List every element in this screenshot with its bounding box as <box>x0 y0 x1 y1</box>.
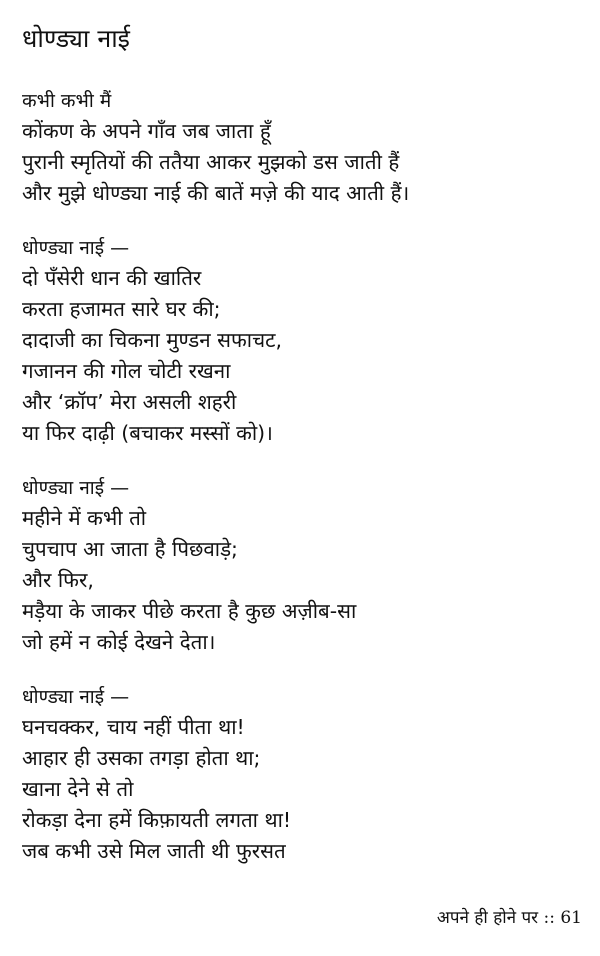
poem-line: और ‘क्रॉप’ मेरा असली शहरी <box>22 390 237 414</box>
stanza-4 <box>22 682 580 867</box>
poem-line: चुपचाप आ जाता है पिछवाड़े; <box>22 537 238 561</box>
poem-line: या फिर दाढ़ी (बचाकर मस्सों को)। <box>22 421 273 445</box>
poem-line: दादाजी का चिकना मुण्डन सफाचट, <box>22 328 282 352</box>
poem-line: और मुझे धोण्ड्या नाई की बातें मज़े की याद आती हैं। <box>22 181 410 205</box>
poem-line: रोकड़ा देना हमें किफ़ायती लगता था! <box>22 808 292 832</box>
poem-line: कोंकण के अपने गाँव जब जाता हूँ <box>22 119 271 143</box>
stanza-heading: कभी कभी मैं <box>22 90 112 112</box>
stanza-1 <box>22 86 580 209</box>
stanza-heading: धोण्ड्या नाई — <box>22 686 130 708</box>
poem-line: खाना देने से तो <box>22 777 134 801</box>
stanza-heading: धोण्ड्या नाई — <box>22 477 130 499</box>
poem-line: करता हजामत सारे घर की; <box>22 297 221 321</box>
stanza-heading: धोण्ड्या नाई — <box>22 237 130 259</box>
poem-line: पुरानी स्मृतियों की ततैया आकर मुझको डस जाती हैं <box>22 150 400 174</box>
poem-line: आहार ही उसका तगड़ा होता था; <box>22 746 261 770</box>
page-footer: अपने ही होने पर :: 61 <box>436 908 582 928</box>
poem-line: दो पँसेरी धान की खातिर <box>22 266 202 290</box>
poem-line: जो हमें न कोई देखने देता। <box>22 630 216 654</box>
poem-line: जब कभी उसे मिल जाती थी फुरसत <box>22 839 286 863</box>
poem-line: महीने में कभी तो <box>22 506 147 530</box>
stanza-3 <box>22 473 580 658</box>
poem-title: धोण्ड्या नाई <box>22 24 130 53</box>
stanza-2 <box>22 233 580 449</box>
poem-line: गजानन की गोल चोटी रखना <box>22 359 231 383</box>
poem-line: और फिर, <box>22 568 94 592</box>
poem-line: घनचक्कर, चाय नहीं पीता था! <box>22 715 245 739</box>
poem-line: मड़ैया के जाकर पीछे करता है कुछ अज़ीब-सा <box>22 599 357 623</box>
